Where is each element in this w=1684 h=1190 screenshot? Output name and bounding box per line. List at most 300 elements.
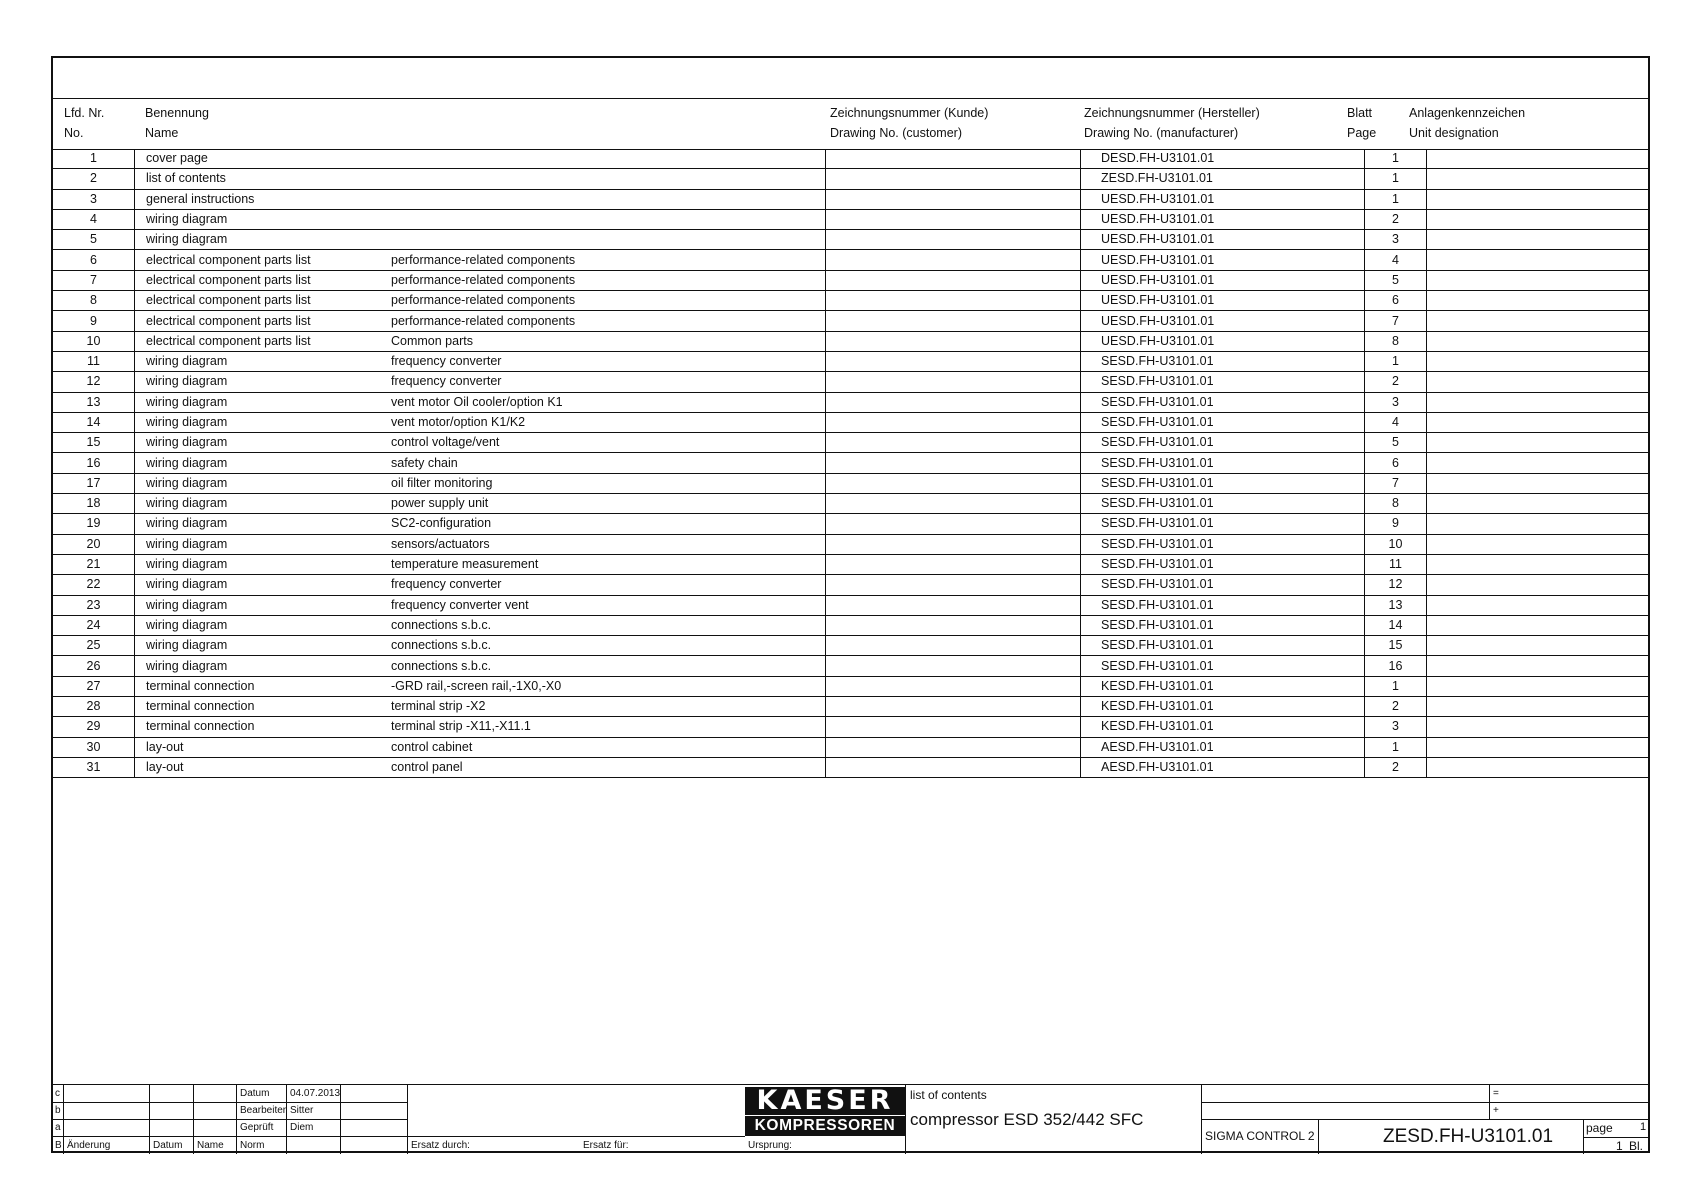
designation-plus: +	[1493, 1105, 1499, 1116]
row-page: 1	[1365, 149, 1427, 169]
table-row	[53, 554, 1648, 574]
row-manufacturer-drawing: SESD.FH-U3101.01	[1081, 575, 1365, 595]
row-name: electrical component parts list	[135, 270, 392, 290]
row-description	[391, 230, 826, 250]
row-customer-drawing	[826, 534, 1081, 554]
row-description: control cabinet	[391, 737, 826, 757]
table-row	[53, 331, 1648, 351]
row-manufacturer-drawing: SESD.FH-U3101.01	[1081, 636, 1365, 656]
row-number: 20	[53, 534, 135, 554]
table-row	[53, 291, 1648, 311]
row-name: wiring diagram	[135, 433, 392, 453]
table-row	[53, 351, 1648, 371]
bearbeiter-label: Bearbeiter	[240, 1105, 287, 1116]
row-number: 21	[53, 554, 135, 574]
row-name: wiring diagram	[135, 615, 392, 635]
doc-subtitle: compressor ESD 352/442 SFC	[910, 1110, 1144, 1129]
table-row	[53, 412, 1648, 432]
header-customer-en: Drawing No. (customer)	[830, 126, 962, 140]
row-number: 13	[53, 392, 135, 412]
row-manufacturer-drawing: ZESD.FH-U3101.01	[1081, 169, 1365, 189]
row-name: terminal connection	[135, 717, 392, 737]
title-block	[53, 1084, 1648, 1154]
row-name: list of contents	[135, 169, 392, 189]
row-unit-designation	[1427, 453, 1649, 473]
table-row	[53, 270, 1648, 290]
ursprung-label: Ursprung:	[748, 1140, 792, 1151]
row-page: 5	[1365, 270, 1427, 290]
row-unit-designation	[1427, 250, 1649, 270]
row-name: wiring diagram	[135, 656, 392, 676]
row-unit-designation	[1427, 331, 1649, 351]
row-manufacturer-drawing: KESD.FH-U3101.01	[1081, 676, 1365, 696]
row-customer-drawing	[826, 331, 1081, 351]
row-number: 19	[53, 514, 135, 534]
header-customer-de: Zeichnungsnummer (Kunde)	[830, 106, 989, 120]
header-name-de: Benennung	[145, 106, 209, 120]
row-customer-drawing	[826, 554, 1081, 574]
row-number: 17	[53, 473, 135, 493]
row-page: 14	[1365, 615, 1427, 635]
row-number: 9	[53, 311, 135, 331]
row-name: wiring diagram	[135, 595, 392, 615]
row-page: 11	[1365, 554, 1427, 574]
row-page: 2	[1365, 209, 1427, 229]
row-name: wiring diagram	[135, 351, 392, 371]
row-page: 3	[1365, 230, 1427, 250]
row-customer-drawing	[826, 311, 1081, 331]
header-manufacturer-de: Zeichnungsnummer (Hersteller)	[1084, 106, 1260, 120]
norm-label: Norm	[240, 1140, 265, 1151]
row-customer-drawing	[826, 453, 1081, 473]
table-row	[53, 250, 1648, 270]
row-unit-designation	[1427, 494, 1649, 514]
row-description: connections s.b.c.	[391, 656, 826, 676]
row-number: 8	[53, 291, 135, 311]
bearbeiter-value: Sitter	[290, 1105, 314, 1116]
row-customer-drawing	[826, 270, 1081, 290]
header-page-de: Blatt	[1347, 106, 1373, 120]
datum-label: Datum	[240, 1088, 270, 1099]
header-manufacturer	[1084, 99, 1324, 149]
row-description: performance-related components	[391, 311, 826, 331]
row-manufacturer-drawing: UESD.FH-U3101.01	[1081, 311, 1365, 331]
table-row	[53, 372, 1648, 392]
row-page: 5	[1365, 433, 1427, 453]
row-unit-designation	[1427, 412, 1649, 432]
row-page: 7	[1365, 473, 1427, 493]
row-unit-designation	[1427, 149, 1649, 169]
row-name: wiring diagram	[135, 412, 392, 432]
table-row	[53, 595, 1648, 615]
table-row	[53, 676, 1648, 696]
page-label: page	[1586, 1121, 1613, 1135]
row-description: frequency converter	[391, 575, 826, 595]
row-customer-drawing	[826, 169, 1081, 189]
ersatz-fuer-label: Ersatz für:	[583, 1140, 629, 1151]
table-row	[53, 697, 1648, 717]
row-customer-drawing	[826, 230, 1081, 250]
table-row	[53, 230, 1648, 250]
row-manufacturer-drawing: SESD.FH-U3101.01	[1081, 494, 1365, 514]
datum-value: 04.07.2013	[290, 1088, 341, 1099]
row-unit-designation	[1427, 656, 1649, 676]
header-unit	[1409, 99, 1609, 149]
row-manufacturer-drawing: SESD.FH-U3101.01	[1081, 372, 1365, 392]
row-page: 12	[1365, 575, 1427, 595]
row-manufacturer-drawing: SESD.FH-U3101.01	[1081, 514, 1365, 534]
row-name: wiring diagram	[135, 473, 392, 493]
row-name: lay-out	[135, 737, 392, 757]
row-page: 1	[1365, 351, 1427, 371]
row-name: wiring diagram	[135, 554, 392, 574]
row-number: 10	[53, 331, 135, 351]
row-manufacturer-drawing: SESD.FH-U3101.01	[1081, 412, 1365, 432]
row-name: electrical component parts list	[135, 250, 392, 270]
row-customer-drawing	[826, 372, 1081, 392]
row-page: 8	[1365, 331, 1427, 351]
table-row	[53, 757, 1648, 777]
row-unit-designation	[1427, 189, 1649, 209]
row-number: 7	[53, 270, 135, 290]
row-customer-drawing	[826, 514, 1081, 534]
row-manufacturer-drawing: UESD.FH-U3101.01	[1081, 270, 1365, 290]
row-customer-drawing	[826, 351, 1081, 371]
row-unit-designation	[1427, 209, 1649, 229]
row-number: 1	[53, 149, 135, 169]
row-page: 6	[1365, 453, 1427, 473]
row-unit-designation	[1427, 372, 1649, 392]
row-unit-designation	[1427, 311, 1649, 331]
row-number: 6	[53, 250, 135, 270]
row-manufacturer-drawing: SESD.FH-U3101.01	[1081, 656, 1365, 676]
row-name: wiring diagram	[135, 209, 392, 229]
rev-b: b	[55, 1105, 61, 1116]
row-description: power supply unit	[391, 494, 826, 514]
row-description: control voltage/vent	[391, 433, 826, 453]
row-unit-designation	[1427, 534, 1649, 554]
table-row	[53, 615, 1648, 635]
row-name: wiring diagram	[135, 453, 392, 473]
table-row	[53, 514, 1648, 534]
row-unit-designation	[1427, 554, 1649, 574]
row-name: wiring diagram	[135, 575, 392, 595]
row-manufacturer-drawing: DESD.FH-U3101.01	[1081, 149, 1365, 169]
row-customer-drawing	[826, 595, 1081, 615]
row-unit-designation	[1427, 615, 1649, 635]
rev-a: a	[55, 1122, 61, 1133]
header-customer	[830, 99, 1070, 149]
row-number: 4	[53, 209, 135, 229]
row-description	[391, 169, 826, 189]
row-unit-designation	[1427, 270, 1649, 290]
doc-title: list of contents	[910, 1088, 987, 1102]
row-customer-drawing	[826, 209, 1081, 229]
table-row	[53, 534, 1648, 554]
page-value: 1	[1640, 1121, 1647, 1133]
table-row	[53, 636, 1648, 656]
row-number: 30	[53, 737, 135, 757]
row-name: cover page	[135, 149, 392, 169]
logo-subtitle: KOMPRESSOREN	[745, 1116, 905, 1136]
row-number: 11	[53, 351, 135, 371]
row-name: wiring diagram	[135, 494, 392, 514]
row-unit-designation	[1427, 757, 1649, 777]
row-page: 16	[1365, 656, 1427, 676]
row-manufacturer-drawing: SESD.FH-U3101.01	[1081, 453, 1365, 473]
row-number: 27	[53, 676, 135, 696]
table-row	[53, 149, 1648, 169]
row-manufacturer-drawing: SESD.FH-U3101.01	[1081, 351, 1365, 371]
row-customer-drawing	[826, 615, 1081, 635]
header-unit-de: Anlagenkennzeichen	[1409, 106, 1526, 120]
row-customer-drawing	[826, 757, 1081, 777]
row-number: 3	[53, 189, 135, 209]
row-number: 29	[53, 717, 135, 737]
aenderung-label: Änderung	[67, 1140, 111, 1151]
row-manufacturer-drawing: UESD.FH-U3101.01	[1081, 291, 1365, 311]
table-row	[53, 656, 1648, 676]
rev-B: B	[55, 1140, 62, 1151]
row-description: vent motor Oil cooler/option K1	[391, 392, 826, 412]
datum-col-label: Datum	[153, 1140, 183, 1151]
row-unit-designation	[1427, 291, 1649, 311]
table-row	[53, 433, 1648, 453]
row-unit-designation	[1427, 433, 1649, 453]
header-page-en: Page	[1347, 126, 1377, 140]
row-name: wiring diagram	[135, 636, 392, 656]
row-number: 16	[53, 453, 135, 473]
row-manufacturer-drawing: UESD.FH-U3101.01	[1081, 230, 1365, 250]
header-page	[1347, 99, 1397, 149]
drawing-sheet	[51, 56, 1650, 1153]
table-row	[53, 169, 1648, 189]
table-header	[53, 98, 1648, 150]
row-customer-drawing	[826, 433, 1081, 453]
row-number: 5	[53, 230, 135, 250]
row-page: 4	[1365, 250, 1427, 270]
row-number: 25	[53, 636, 135, 656]
kaeser-logo	[745, 1087, 905, 1138]
row-unit-designation	[1427, 575, 1649, 595]
row-description: connections s.b.c.	[391, 636, 826, 656]
row-unit-designation	[1427, 697, 1649, 717]
row-manufacturer-drawing: UESD.FH-U3101.01	[1081, 250, 1365, 270]
row-page: 2	[1365, 372, 1427, 392]
row-name: wiring diagram	[135, 230, 392, 250]
row-page: 1	[1365, 676, 1427, 696]
table-row	[53, 717, 1648, 737]
row-unit-designation	[1427, 676, 1649, 696]
row-description: vent motor/option K1/K2	[391, 412, 826, 432]
row-number: 22	[53, 575, 135, 595]
row-customer-drawing	[826, 189, 1081, 209]
drawing-number: ZESD.FH-U3101.01	[1383, 1126, 1554, 1147]
row-manufacturer-drawing: SESD.FH-U3101.01	[1081, 554, 1365, 574]
row-description: performance-related components	[391, 250, 826, 270]
row-number: 24	[53, 615, 135, 635]
row-page: 1	[1365, 189, 1427, 209]
row-page: 9	[1365, 514, 1427, 534]
row-name: terminal connection	[135, 697, 392, 717]
row-description	[391, 209, 826, 229]
row-description: oil filter monitoring	[391, 473, 826, 493]
row-description: sensors/actuators	[391, 534, 826, 554]
table-row	[53, 209, 1648, 229]
row-number: 28	[53, 697, 135, 717]
row-manufacturer-drawing: SESD.FH-U3101.01	[1081, 433, 1365, 453]
row-name: electrical component parts list	[135, 291, 392, 311]
row-number: 12	[53, 372, 135, 392]
row-description	[391, 149, 826, 169]
row-page: 3	[1365, 392, 1427, 412]
row-description: SC2-configuration	[391, 514, 826, 534]
row-number: 14	[53, 412, 135, 432]
row-customer-drawing	[826, 656, 1081, 676]
row-customer-drawing	[826, 291, 1081, 311]
row-customer-drawing	[826, 717, 1081, 737]
row-customer-drawing	[826, 412, 1081, 432]
table-row	[53, 473, 1648, 493]
row-customer-drawing	[826, 737, 1081, 757]
row-page: 8	[1365, 494, 1427, 514]
row-manufacturer-drawing: UESD.FH-U3101.01	[1081, 189, 1365, 209]
header-unit-en: Unit designation	[1409, 126, 1499, 140]
row-customer-drawing	[826, 636, 1081, 656]
row-unit-designation	[1427, 351, 1649, 371]
row-page: 15	[1365, 636, 1427, 656]
row-unit-designation	[1427, 169, 1649, 189]
header-name	[145, 99, 745, 149]
row-page: 6	[1365, 291, 1427, 311]
row-customer-drawing	[826, 392, 1081, 412]
row-number: 2	[53, 169, 135, 189]
row-number: 23	[53, 595, 135, 615]
geprueft-label: Geprüft	[240, 1122, 274, 1133]
row-page: 2	[1365, 757, 1427, 777]
row-name: electrical component parts list	[135, 331, 392, 351]
row-page: 13	[1365, 595, 1427, 615]
row-number: 26	[53, 656, 135, 676]
header-name-en: Name	[145, 126, 179, 140]
row-manufacturer-drawing: KESD.FH-U3101.01	[1081, 697, 1365, 717]
row-manufacturer-drawing: KESD.FH-U3101.01	[1081, 717, 1365, 737]
row-page: 3	[1365, 717, 1427, 737]
sheets-label: Bl.	[1629, 1139, 1644, 1153]
row-number: 18	[53, 494, 135, 514]
sheets-value: 1	[1616, 1139, 1623, 1153]
row-description: frequency converter	[391, 372, 826, 392]
row-page: 10	[1365, 534, 1427, 554]
row-unit-designation	[1427, 737, 1649, 757]
row-number: 31	[53, 757, 135, 777]
row-name: wiring diagram	[135, 392, 392, 412]
row-description: connections s.b.c.	[391, 615, 826, 635]
contents-table	[53, 149, 1648, 778]
row-manufacturer-drawing: SESD.FH-U3101.01	[1081, 615, 1365, 635]
row-unit-designation	[1427, 636, 1649, 656]
header-no-de: Lfd. Nr.	[64, 106, 105, 120]
row-unit-designation	[1427, 595, 1649, 615]
row-customer-drawing	[826, 473, 1081, 493]
row-description: temperature measurement	[391, 554, 826, 574]
row-description: Common parts	[391, 331, 826, 351]
row-unit-designation	[1427, 392, 1649, 412]
geprueft-value: Diem	[290, 1122, 314, 1133]
row-customer-drawing	[826, 676, 1081, 696]
row-customer-drawing	[826, 575, 1081, 595]
row-unit-designation	[1427, 230, 1649, 250]
row-page: 4	[1365, 412, 1427, 432]
row-description: terminal strip -X11,-X11.1	[391, 717, 826, 737]
row-manufacturer-drawing: SESD.FH-U3101.01	[1081, 473, 1365, 493]
row-name: wiring diagram	[135, 514, 392, 534]
system-name: SIGMA CONTROL 2	[1205, 1129, 1315, 1143]
row-unit-designation	[1427, 514, 1649, 534]
logo-wordmark: KAESER	[745, 1087, 905, 1115]
row-description: frequency converter vent	[391, 595, 826, 615]
table-row	[53, 453, 1648, 473]
row-description	[391, 189, 826, 209]
rev-c: c	[55, 1088, 60, 1099]
table-row	[53, 311, 1648, 331]
row-name: electrical component parts list	[135, 311, 392, 331]
row-description: performance-related components	[391, 270, 826, 290]
row-customer-drawing	[826, 149, 1081, 169]
row-description: performance-related components	[391, 291, 826, 311]
row-page: 1	[1365, 169, 1427, 189]
row-description: control panel	[391, 757, 826, 777]
row-number: 15	[53, 433, 135, 453]
row-name: lay-out	[135, 757, 392, 777]
row-unit-designation	[1427, 717, 1649, 737]
row-manufacturer-drawing: UESD.FH-U3101.01	[1081, 209, 1365, 229]
row-customer-drawing	[826, 494, 1081, 514]
row-manufacturer-drawing: AESD.FH-U3101.01	[1081, 757, 1365, 777]
row-name: general instructions	[135, 189, 392, 209]
row-description: -GRD rail,-screen rail,-1X0,-X0	[391, 676, 826, 696]
table-row	[53, 189, 1648, 209]
row-customer-drawing	[826, 250, 1081, 270]
header-no-en: No.	[64, 126, 84, 140]
row-name: wiring diagram	[135, 534, 392, 554]
row-manufacturer-drawing: SESD.FH-U3101.01	[1081, 534, 1365, 554]
row-description: safety chain	[391, 453, 826, 473]
ersatz-durch-label: Ersatz durch:	[411, 1140, 470, 1151]
row-page: 2	[1365, 697, 1427, 717]
table-row	[53, 737, 1648, 757]
table-row	[53, 392, 1648, 412]
row-page: 7	[1365, 311, 1427, 331]
row-manufacturer-drawing: SESD.FH-U3101.01	[1081, 392, 1365, 412]
row-customer-drawing	[826, 697, 1081, 717]
header-manufacturer-en: Drawing No. (manufacturer)	[1084, 126, 1239, 140]
row-manufacturer-drawing: AESD.FH-U3101.01	[1081, 737, 1365, 757]
name-col-label: Name	[197, 1140, 224, 1151]
row-page: 1	[1365, 737, 1427, 757]
row-description: terminal strip -X2	[391, 697, 826, 717]
header-no	[64, 99, 134, 149]
row-description: frequency converter	[391, 351, 826, 371]
row-unit-designation	[1427, 473, 1649, 493]
row-manufacturer-drawing: UESD.FH-U3101.01	[1081, 331, 1365, 351]
row-manufacturer-drawing: SESD.FH-U3101.01	[1081, 595, 1365, 615]
designation-eq: =	[1493, 1088, 1499, 1099]
row-name: wiring diagram	[135, 372, 392, 392]
table-row	[53, 494, 1648, 514]
row-name: terminal connection	[135, 676, 392, 696]
table-row	[53, 575, 1648, 595]
